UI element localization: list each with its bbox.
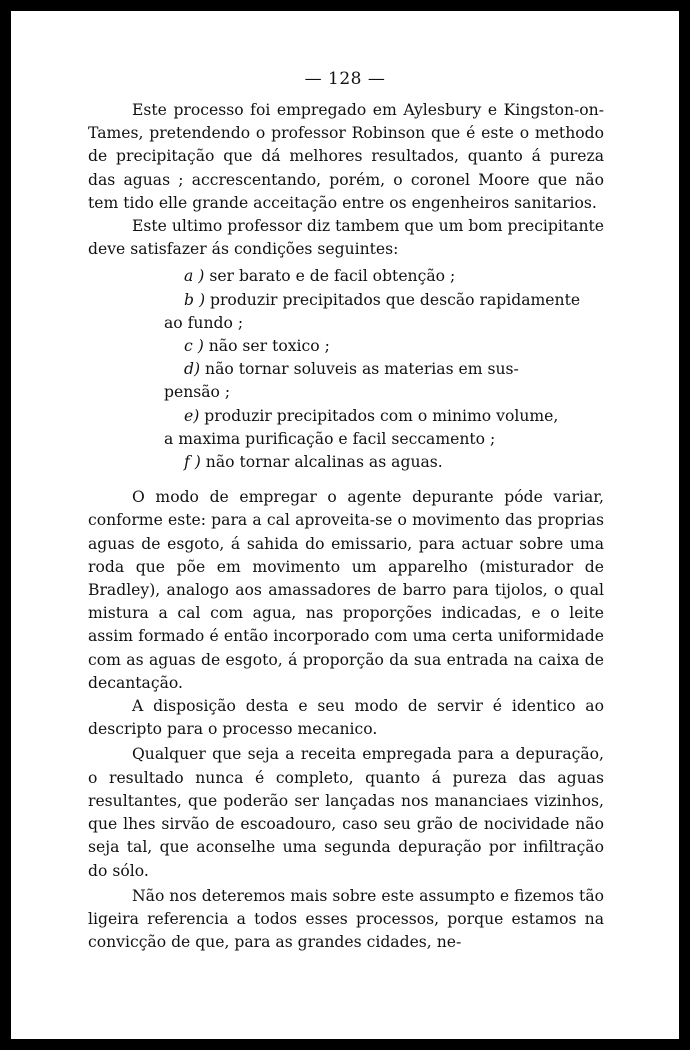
condition-b: b ) produzir precipitados que descão rapidamente xyxy=(184,290,581,309)
condition-e: e) produzir precipitados com o minimo volume, xyxy=(184,406,559,425)
conditions-list xyxy=(88,265,604,474)
paragraph-3: O modo de empregar o agente depurante póde variar, conforme este: para a cal aproveita-se o movimento das proprias aguas de esgoto, á sahida do emissario, para actuar sobre uma roda que põe em movimento um apparelho (misturador de Bradley), analogo aos amassadores de barro para tijolos, o qual mistura a cal com agua, nas proporções indicadas, e o leite assim formado é então incorporado com uma certa uniformidade com as aguas de esgoto, á proporção da sua entrada na caixa de decantação. xyxy=(88,488,604,692)
condition-e-continued: a maxima purificação e facil seccamento ; xyxy=(164,429,496,448)
paragraph-4: A disposição desta e seu modo de servir é identico ao descripto para o processo mecanico. xyxy=(88,697,604,739)
condition-c: c ) não ser toxico ; xyxy=(184,337,330,356)
condition-f: f ) não tornar alcalinas as aguas. xyxy=(184,453,443,472)
paragraph-6: Não nos deteremos mais sobre este assumpto e fizemos tão ligeira referencia a todos esses processos, porque estamos na convicção de que, para as grandes cidades, ne- xyxy=(88,886,604,952)
page-body xyxy=(88,99,604,954)
book-page xyxy=(11,11,679,1039)
condition-b-continued: ao fundo ; xyxy=(164,313,244,332)
condition-a: a ) ser barato e de facil obtenção ; xyxy=(184,267,456,286)
condition-d-continued: pensão ; xyxy=(164,383,231,402)
paragraph-5: Qualquer que seja a receita empregada para a depuração, o resultado nunca é completo, quanto á pureza das aguas resultantes, que poderão ser lançadas nos mananciaes vizinhos, que lhes sirvão de escoadouro, caso seu grão de nocividade não seja tal, que aconselhe uma segunda depuração por infiltração do sólo. xyxy=(88,745,604,880)
condition-d: d) não tornar soluveis as materias em sus- xyxy=(184,360,519,379)
paragraph-1: Este processo foi empregado em Aylesbury e Kingston-on-Tames, pretendendo o professor Robinson que é este o methodo de precipitação que dá melhores resultados, quanto á pureza das aguas ; accrescentando, porém, o coronel Moore que não tem tido elle grande acceitação entre os engenheiros sanitarios. xyxy=(88,101,604,212)
paragraph-2: Este ultimo professor diz tambem que um bom precipitante deve satisfazer ás condições seguintes: xyxy=(88,217,604,259)
page-number: — 128 — xyxy=(304,69,386,89)
